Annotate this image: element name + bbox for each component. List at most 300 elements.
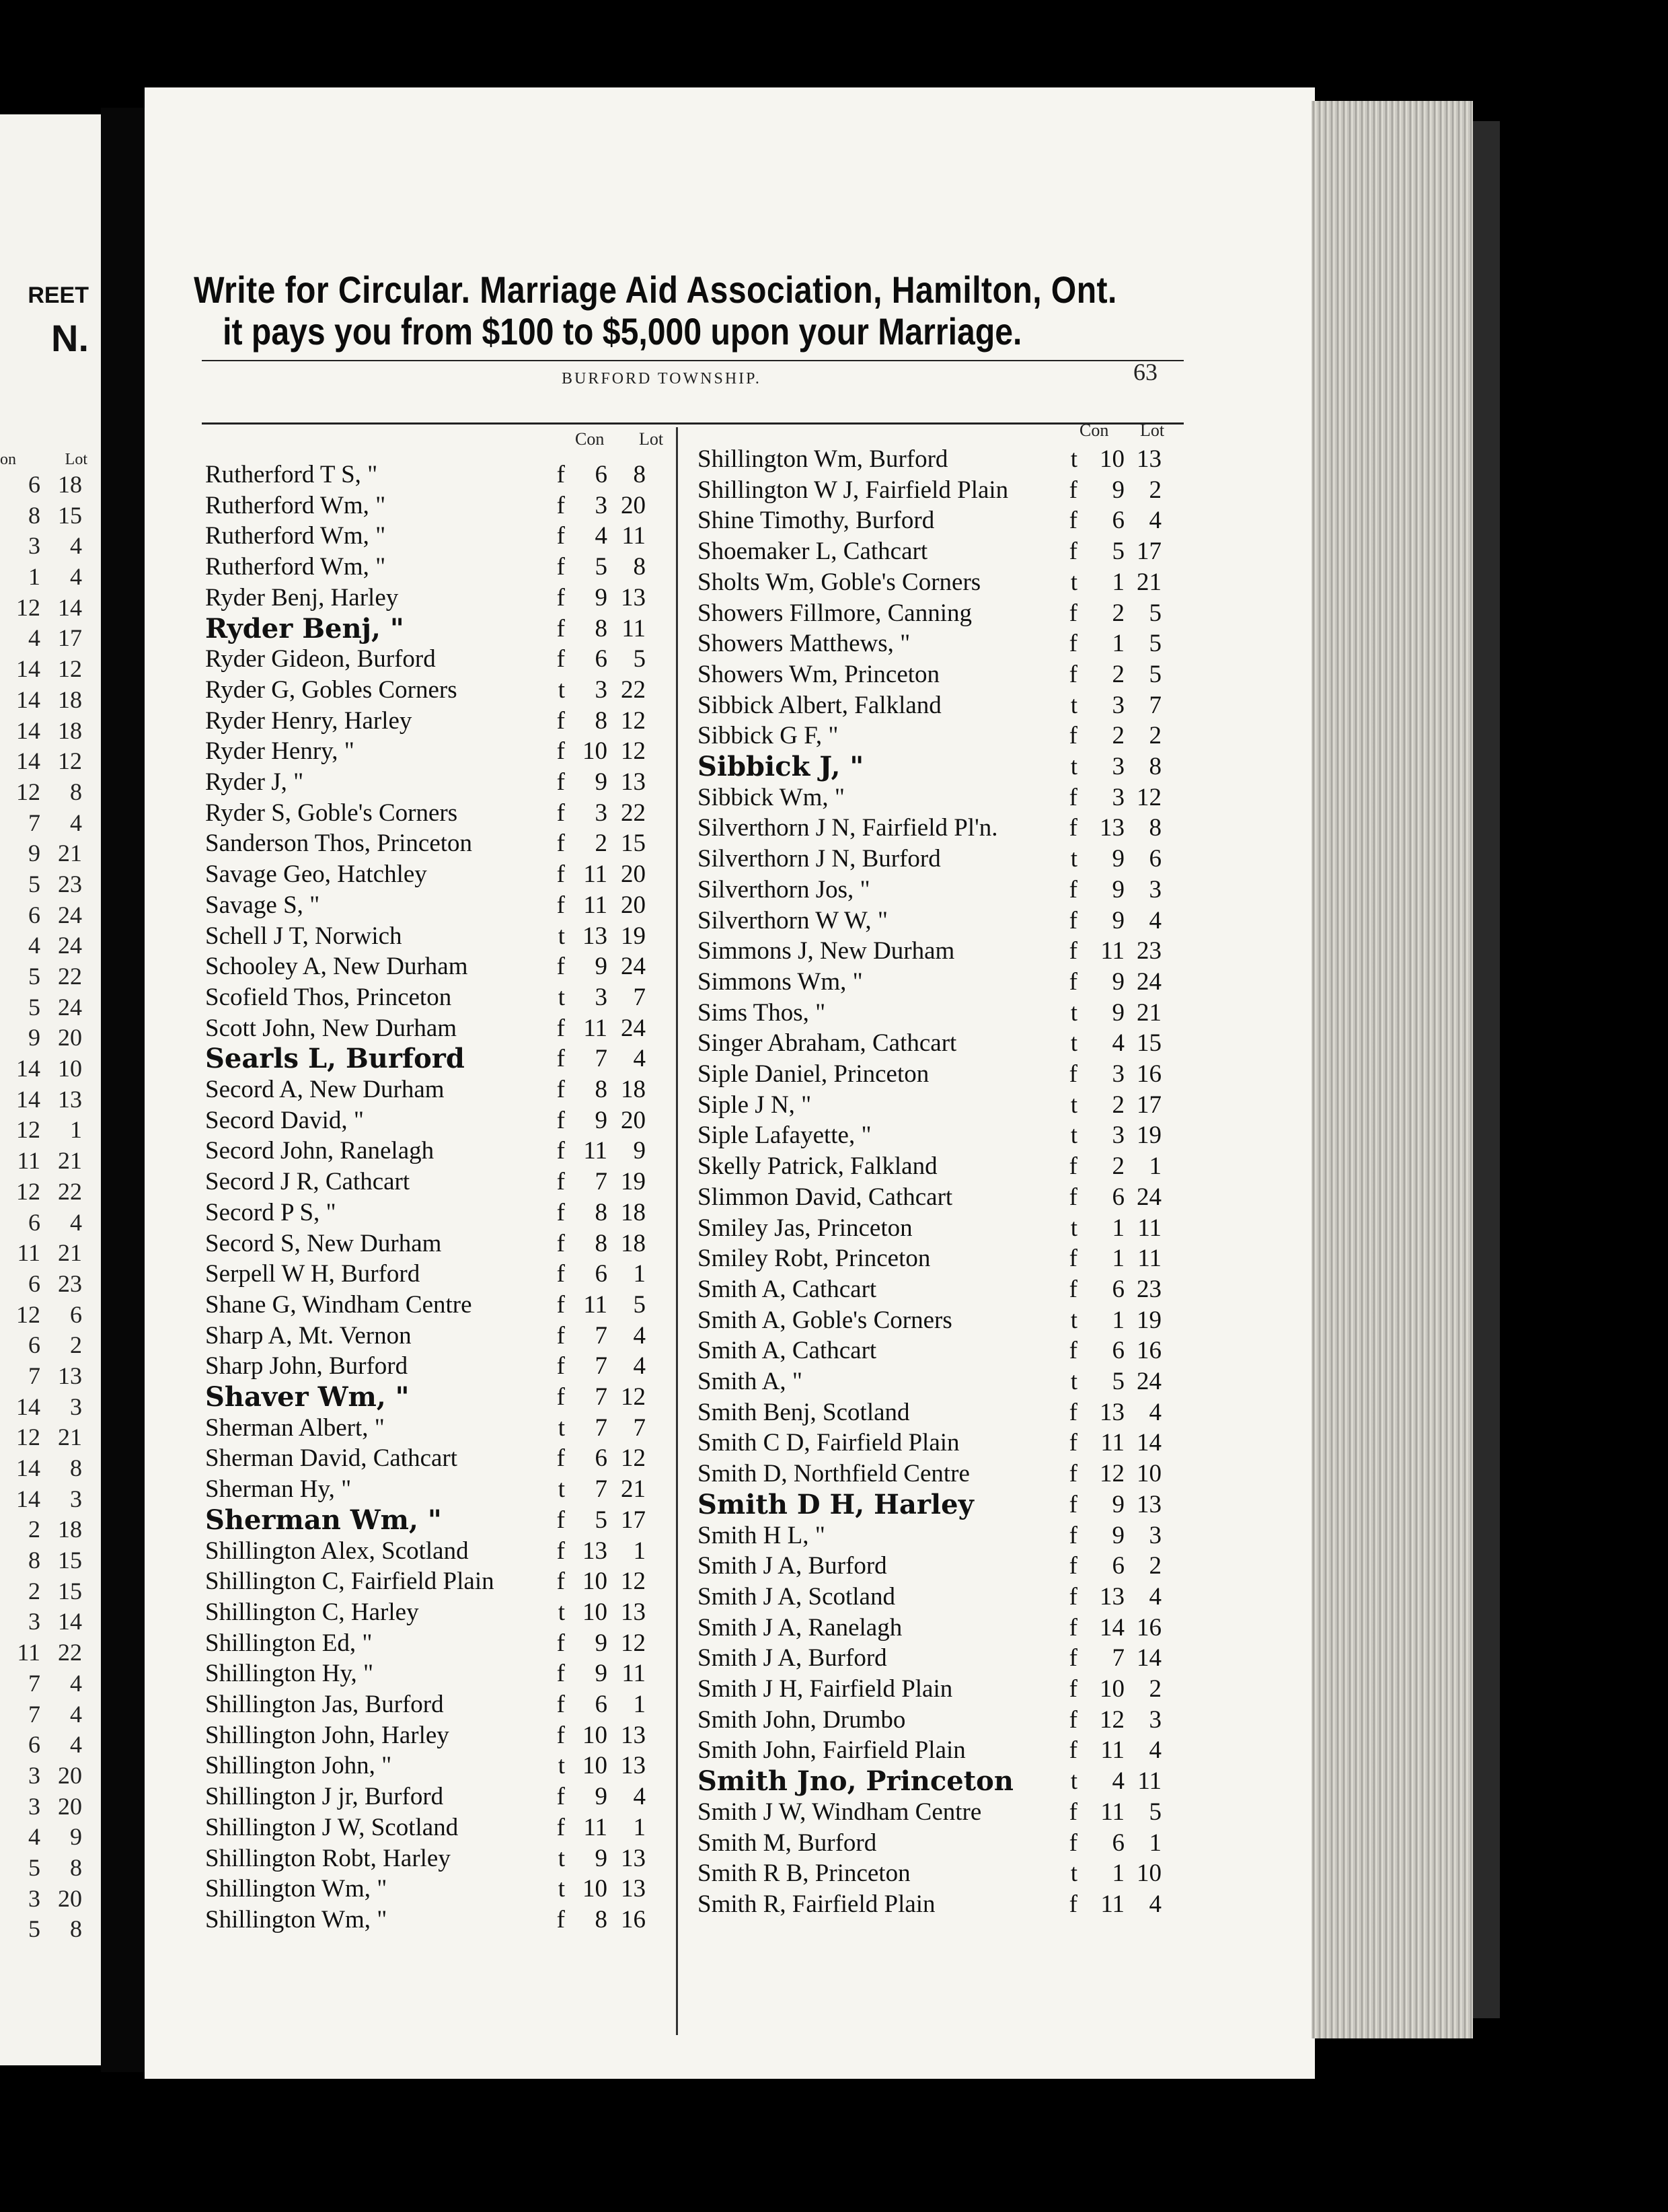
directory-entry bbox=[697, 813, 1182, 844]
directory-entry bbox=[205, 490, 669, 521]
facing-con: 4 bbox=[28, 932, 40, 959]
facing-con: 3 bbox=[28, 1761, 40, 1789]
facing-page-row bbox=[0, 1146, 94, 1177]
entry-con: 9 bbox=[1112, 998, 1125, 1027]
entry-name: Ryder G, Gobles Corners bbox=[205, 675, 457, 704]
entry-name: Shillington Hy, " bbox=[205, 1660, 374, 1688]
facing-page-row bbox=[0, 531, 94, 562]
left-col-header-lot: Lot bbox=[639, 429, 664, 449]
facing-page-row bbox=[0, 1423, 94, 1454]
entry-name: Secord J R, Cathcart bbox=[205, 1168, 410, 1196]
entry-name: Sherman David, Cathcart bbox=[205, 1444, 458, 1473]
facing-con: 6 bbox=[28, 1208, 40, 1236]
entry-lot: 11 bbox=[1137, 1214, 1162, 1242]
entry-tenure: f bbox=[556, 1198, 565, 1226]
directory-entry bbox=[697, 1059, 1182, 1090]
entry-lot: 20 bbox=[621, 891, 646, 919]
entry-name: Ryder J, " bbox=[205, 768, 304, 796]
entry-lot: 16 bbox=[1137, 1613, 1162, 1642]
facing-con: 14 bbox=[16, 1454, 40, 1481]
entry-lot: 4 bbox=[633, 1352, 646, 1380]
facing-lot: 24 bbox=[58, 901, 82, 928]
directory-entry bbox=[205, 1197, 669, 1228]
facing-lot: 4 bbox=[70, 1208, 82, 1236]
facing-con: 7 bbox=[28, 1362, 40, 1389]
facing-con: 12 bbox=[16, 1116, 40, 1144]
entry-con: 3 bbox=[1112, 1121, 1125, 1150]
facing-lot: 9 bbox=[70, 1823, 82, 1851]
entry-tenure: f bbox=[1069, 599, 1077, 627]
entry-name: Rutherford Wm, " bbox=[205, 522, 386, 550]
directory-entry bbox=[697, 1366, 1182, 1397]
entry-name: Smith R, Fairfield Plain bbox=[697, 1890, 936, 1918]
entry-con: 12 bbox=[1100, 1705, 1125, 1734]
entry-name: Showers Wm, Princeton bbox=[697, 660, 940, 688]
facing-lot: 21 bbox=[58, 1239, 82, 1267]
entry-con: 3 bbox=[595, 491, 607, 519]
entry-lot: 4 bbox=[633, 1045, 646, 1073]
facing-page-row bbox=[0, 1638, 94, 1669]
entry-lot: 4 bbox=[633, 1321, 646, 1350]
directory-entry bbox=[697, 567, 1182, 598]
entry-name: Simmons J, New Durham bbox=[697, 937, 955, 965]
facing-page-row bbox=[0, 1822, 94, 1853]
entry-name: Ryder Benj, Harley bbox=[205, 583, 399, 612]
entry-tenure: f bbox=[556, 1721, 565, 1749]
entry-tenure: f bbox=[556, 1568, 565, 1596]
entry-name: Rutherford Wm, " bbox=[205, 491, 386, 519]
directory-entry bbox=[205, 459, 669, 490]
facing-con: 4 bbox=[28, 624, 40, 652]
entry-name: Shillington Ed, " bbox=[205, 1629, 373, 1657]
directory-entry bbox=[697, 628, 1182, 659]
entry-name: Sibbick J, " bbox=[697, 751, 864, 782]
entry-lot: 13 bbox=[1137, 445, 1162, 473]
directory-entry bbox=[205, 1874, 669, 1905]
entry-tenure: f bbox=[1069, 967, 1077, 996]
entry-con: 9 bbox=[595, 1660, 607, 1688]
facing-lot: 1 bbox=[70, 1116, 82, 1144]
entry-lot: 22 bbox=[621, 799, 646, 827]
facing-page-row bbox=[0, 1208, 94, 1239]
directory-entry bbox=[205, 1597, 669, 1628]
directory-entry bbox=[205, 828, 669, 859]
facing-con: 7 bbox=[28, 1669, 40, 1697]
entry-lot: 23 bbox=[1137, 1275, 1162, 1303]
entry-tenure: f bbox=[1069, 783, 1077, 811]
advert-line-2: it pays you from $100 to $5,000 upon your Marriage. bbox=[223, 310, 1022, 353]
facing-page-row bbox=[0, 778, 94, 809]
entry-lot: 2 bbox=[1149, 1675, 1162, 1703]
facing-page-row bbox=[0, 1915, 94, 1946]
directory-entry bbox=[205, 1105, 669, 1136]
facing-con: 8 bbox=[28, 501, 40, 529]
entry-con: 6 bbox=[1112, 1275, 1125, 1303]
facing-page-row bbox=[0, 1300, 94, 1331]
directory-entry bbox=[697, 1489, 1182, 1520]
directory-entry bbox=[205, 1658, 669, 1689]
entry-name: Silverthorn W W, " bbox=[697, 906, 888, 934]
facing-lot: 18 bbox=[58, 471, 82, 498]
facing-page-header-1: REET bbox=[28, 283, 89, 308]
directory-entry bbox=[697, 998, 1182, 1029]
directory-entry bbox=[697, 1613, 1182, 1644]
facing-lot: 13 bbox=[58, 1362, 82, 1389]
directory-entry bbox=[205, 1167, 669, 1197]
directory-entry bbox=[205, 521, 669, 552]
entry-con: 3 bbox=[1112, 783, 1125, 811]
entry-con: 13 bbox=[1100, 1582, 1125, 1611]
entry-tenure: f bbox=[1069, 660, 1077, 688]
entry-name: Ryder S, Goble's Corners bbox=[205, 799, 458, 827]
facing-lot: 8 bbox=[70, 1853, 82, 1881]
entry-lot: 13 bbox=[621, 1844, 646, 1872]
entry-tenure: t bbox=[558, 922, 565, 950]
entry-lot: 9 bbox=[633, 1137, 646, 1165]
directory-entry bbox=[697, 1858, 1182, 1889]
directory-entry bbox=[205, 1013, 669, 1044]
entry-con: 2 bbox=[1112, 1091, 1125, 1119]
facing-con: 11 bbox=[17, 1639, 40, 1666]
entry-lot: 13 bbox=[621, 1598, 646, 1626]
directory-entry bbox=[697, 1674, 1182, 1705]
entry-lot: 13 bbox=[621, 1875, 646, 1903]
entry-tenure: f bbox=[1069, 630, 1077, 658]
entry-con: 1 bbox=[1112, 1306, 1125, 1334]
entry-lot: 2 bbox=[1149, 476, 1162, 504]
entry-lot: 5 bbox=[633, 645, 646, 673]
entry-con: 11 bbox=[583, 891, 607, 919]
entry-lot: 4 bbox=[1149, 1736, 1162, 1765]
directory-entry bbox=[205, 1843, 669, 1874]
directory-entry bbox=[697, 936, 1182, 967]
facing-lot: 8 bbox=[70, 778, 82, 805]
entry-tenure: f bbox=[556, 1106, 565, 1134]
entry-name: Slimmon David, Cathcart bbox=[697, 1183, 953, 1211]
facing-page-row bbox=[0, 1730, 94, 1761]
directory-entry bbox=[205, 1720, 669, 1751]
directory-entry bbox=[697, 1582, 1182, 1613]
directory-entry bbox=[205, 1382, 669, 1413]
entry-name: Sherman Hy, " bbox=[205, 1475, 352, 1504]
entry-lot: 3 bbox=[1149, 875, 1162, 904]
facing-lot: 20 bbox=[58, 1024, 82, 1052]
facing-page-row bbox=[0, 624, 94, 655]
entry-tenure: t bbox=[1070, 1091, 1077, 1119]
entry-tenure: f bbox=[556, 1444, 565, 1473]
directory-entry bbox=[205, 1043, 669, 1074]
directory-entry bbox=[697, 1120, 1182, 1151]
facing-lot: 21 bbox=[58, 1424, 82, 1451]
entry-lot: 7 bbox=[633, 983, 646, 1011]
facing-lot: 4 bbox=[70, 532, 82, 560]
facing-con: 12 bbox=[16, 1177, 40, 1205]
directory-entry bbox=[205, 736, 669, 767]
directory-entry bbox=[205, 1074, 669, 1105]
entry-con: 11 bbox=[1100, 1429, 1125, 1457]
facing-lot: 15 bbox=[58, 501, 82, 529]
entry-name: Shillington Alex, Scotland bbox=[205, 1537, 469, 1565]
entry-con: 6 bbox=[1112, 507, 1125, 535]
entry-tenure: f bbox=[556, 860, 565, 889]
entry-name: Ryder Henry, " bbox=[205, 737, 354, 766]
entry-con: 9 bbox=[595, 768, 607, 796]
entry-tenure: f bbox=[556, 614, 565, 642]
entry-tenure: f bbox=[1069, 1675, 1077, 1703]
entry-name: Skelly Patrick, Falkland bbox=[697, 1152, 938, 1181]
entry-name: Schooley A, New Durham bbox=[205, 953, 468, 981]
entry-name: Shillington John, " bbox=[205, 1752, 392, 1780]
directory-entry bbox=[697, 1459, 1182, 1489]
entry-tenure: t bbox=[558, 1413, 565, 1442]
entry-con: 11 bbox=[1100, 1890, 1125, 1918]
directory-entry bbox=[205, 951, 669, 982]
facing-page-row bbox=[0, 470, 94, 501]
entry-con: 3 bbox=[595, 799, 607, 827]
entry-lot: 24 bbox=[1137, 1183, 1162, 1211]
entry-name: Serpell W H, Burford bbox=[205, 1260, 420, 1288]
entry-lot: 16 bbox=[1137, 1337, 1162, 1365]
facing-lot: 18 bbox=[58, 686, 82, 713]
entry-con: 9 bbox=[595, 953, 607, 981]
facing-page-column-headers bbox=[0, 451, 94, 469]
entry-name: Sibbick Wm, " bbox=[697, 783, 845, 811]
entry-con: 7 bbox=[595, 1352, 607, 1380]
entry-lot: 18 bbox=[621, 1229, 646, 1257]
entry-con: 8 bbox=[595, 1076, 607, 1103]
entry-lot: 6 bbox=[1149, 845, 1162, 873]
entry-tenure: f bbox=[1069, 1552, 1077, 1580]
entry-lot: 2 bbox=[1149, 1552, 1162, 1580]
entry-name: Secord P S, " bbox=[205, 1198, 336, 1226]
entry-lot: 1 bbox=[1149, 1829, 1162, 1857]
entry-lot: 19 bbox=[1137, 1121, 1162, 1150]
entry-con: 5 bbox=[1112, 1368, 1125, 1395]
entry-lot: 3 bbox=[1149, 1521, 1162, 1549]
entry-con: 9 bbox=[595, 1629, 607, 1657]
facing-con: 3 bbox=[28, 1608, 40, 1635]
entry-tenure: t bbox=[1070, 1767, 1077, 1796]
entry-con: 11 bbox=[583, 860, 607, 889]
entry-tenure: t bbox=[1070, 753, 1077, 780]
directory-entry bbox=[697, 1766, 1182, 1797]
directory-entry bbox=[697, 751, 1182, 782]
entry-con: 3 bbox=[1112, 691, 1125, 719]
entry-con: 6 bbox=[1112, 1552, 1125, 1580]
facing-con: 1 bbox=[28, 563, 40, 591]
entry-tenure: f bbox=[556, 1290, 565, 1319]
entry-lot: 14 bbox=[1137, 1429, 1162, 1457]
entry-con: 5 bbox=[595, 553, 607, 581]
entry-tenure: t bbox=[558, 1475, 565, 1504]
entry-tenure: f bbox=[556, 706, 565, 735]
facing-page-row bbox=[0, 1761, 94, 1792]
facing-page-row bbox=[0, 1115, 94, 1146]
entry-lot: 4 bbox=[1149, 507, 1162, 535]
entry-lot: 8 bbox=[633, 553, 646, 581]
entry-lot: 10 bbox=[1137, 1460, 1162, 1488]
directory-entry bbox=[697, 690, 1182, 721]
facing-page-row bbox=[0, 716, 94, 747]
facing-con: 14 bbox=[16, 747, 40, 775]
entry-lot: 1 bbox=[1149, 1152, 1162, 1181]
entry-lot: 1 bbox=[633, 1260, 646, 1288]
entry-name: Rutherford T S, " bbox=[205, 461, 378, 488]
entry-name: Silverthorn J N, Fairfield Pl'n. bbox=[697, 814, 998, 842]
entry-con: 8 bbox=[595, 614, 607, 642]
entry-con: 4 bbox=[1112, 1767, 1125, 1796]
entry-con: 6 bbox=[595, 1260, 607, 1288]
entry-tenure: f bbox=[1069, 1490, 1077, 1518]
facing-con: 2 bbox=[28, 1577, 40, 1605]
entry-lot: 4 bbox=[633, 1783, 646, 1811]
entry-con: 8 bbox=[595, 1229, 607, 1257]
entry-con: 7 bbox=[595, 1413, 607, 1442]
facing-con: 14 bbox=[16, 1485, 40, 1512]
facing-page-row bbox=[0, 593, 94, 624]
entry-lot: 7 bbox=[633, 1413, 646, 1442]
facing-con: 12 bbox=[16, 778, 40, 805]
entry-lot: 5 bbox=[1149, 1798, 1162, 1826]
entry-con: 3 bbox=[595, 983, 607, 1011]
advert-line-1: Write for Circular. Marriage Aid Association, Hamilton, Ont. bbox=[194, 268, 1117, 311]
entry-name: Shillington John, Harley bbox=[205, 1721, 449, 1749]
entry-tenure: f bbox=[556, 583, 565, 612]
facing-lot: 4 bbox=[70, 1669, 82, 1697]
directory-entry bbox=[205, 1351, 669, 1382]
entry-name: Ryder Gideon, Burford bbox=[205, 645, 436, 673]
entry-tenure: t bbox=[1070, 1121, 1077, 1150]
entry-name: Smith H L, " bbox=[697, 1521, 825, 1549]
entry-name: Shillington Robt, Harley bbox=[205, 1844, 451, 1872]
entry-tenure: t bbox=[1070, 691, 1077, 719]
directory-entry bbox=[697, 1243, 1182, 1274]
facing-page-row bbox=[0, 993, 94, 1024]
entry-tenure: f bbox=[1069, 1183, 1077, 1211]
directory-entry bbox=[205, 1812, 669, 1843]
facing-con: 12 bbox=[16, 1300, 40, 1328]
directory-entry bbox=[205, 890, 669, 921]
entry-lot: 5 bbox=[1149, 630, 1162, 658]
entry-tenure: f bbox=[556, 1229, 565, 1257]
entry-name: Shillington W J, Fairfield Plain bbox=[697, 476, 1009, 504]
entry-tenure: f bbox=[556, 1691, 565, 1718]
facing-col-lot: Lot bbox=[65, 451, 87, 468]
entry-tenure: f bbox=[1069, 1429, 1077, 1457]
entry-con: 9 bbox=[1112, 967, 1125, 996]
directory-entry bbox=[697, 875, 1182, 906]
entry-con: 7 bbox=[595, 1168, 607, 1196]
entry-tenure: t bbox=[1070, 1859, 1077, 1888]
directory-entry bbox=[697, 1090, 1182, 1121]
entry-name: Smiley Robt, Princeton bbox=[697, 1245, 931, 1273]
directory-page bbox=[145, 87, 1315, 2079]
facing-lot: 18 bbox=[58, 716, 82, 744]
entry-tenure: f bbox=[1069, 1582, 1077, 1611]
entry-tenure: f bbox=[1069, 722, 1077, 750]
entry-lot: 11 bbox=[621, 614, 646, 642]
entry-tenure: t bbox=[1070, 1306, 1077, 1334]
facing-page-row bbox=[0, 1577, 94, 1608]
directory-entry bbox=[697, 475, 1182, 506]
entry-tenure: t bbox=[558, 675, 565, 704]
entry-tenure: t bbox=[558, 1598, 565, 1626]
facing-lot: 12 bbox=[58, 747, 82, 775]
entry-tenure: f bbox=[556, 1506, 565, 1534]
entry-name: Smith Benj, Scotland bbox=[697, 1398, 910, 1426]
entry-name: Siple J N, " bbox=[697, 1091, 812, 1119]
facing-lot: 24 bbox=[58, 932, 82, 959]
book-cover-edge bbox=[1473, 121, 1500, 2018]
directory-entry bbox=[697, 536, 1182, 567]
facing-con: 11 bbox=[17, 1147, 40, 1175]
entry-tenure: f bbox=[556, 768, 565, 796]
entry-lot: 13 bbox=[621, 583, 646, 612]
entry-lot: 11 bbox=[621, 522, 646, 550]
entry-con: 5 bbox=[1112, 538, 1125, 566]
facing-con: 4 bbox=[28, 1823, 40, 1851]
facing-page-row bbox=[0, 839, 94, 870]
entry-name: Smith R B, Princeton bbox=[697, 1859, 911, 1888]
facing-page-columns bbox=[0, 451, 94, 1946]
facing-lot: 15 bbox=[58, 1547, 82, 1574]
entry-con: 14 bbox=[1100, 1613, 1125, 1642]
entry-con: 2 bbox=[1112, 599, 1125, 627]
entry-con: 11 bbox=[583, 1290, 607, 1319]
entry-name: Schell J T, Norwich bbox=[205, 922, 402, 950]
facing-lot: 20 bbox=[58, 1792, 82, 1820]
facing-con: 6 bbox=[28, 901, 40, 928]
entry-lot: 20 bbox=[621, 860, 646, 889]
entry-tenure: t bbox=[1070, 845, 1077, 873]
facing-page-row bbox=[0, 1362, 94, 1393]
entry-lot: 21 bbox=[1137, 998, 1162, 1027]
facing-lot: 18 bbox=[58, 1516, 82, 1543]
entry-tenure: f bbox=[556, 1260, 565, 1288]
entry-lot: 24 bbox=[621, 953, 646, 981]
entry-con: 6 bbox=[1112, 1183, 1125, 1211]
facing-lot: 4 bbox=[70, 563, 82, 591]
entry-con: 4 bbox=[1112, 1029, 1125, 1058]
facing-lot: 14 bbox=[58, 593, 82, 621]
entry-lot: 11 bbox=[621, 1660, 646, 1688]
entry-con: 11 bbox=[1100, 937, 1125, 965]
entry-con: 11 bbox=[583, 1137, 607, 1165]
entry-name: Sharp A, Mt. Vernon bbox=[205, 1321, 412, 1350]
directory-entry bbox=[697, 967, 1182, 998]
directory-entry bbox=[697, 844, 1182, 875]
facing-page-row bbox=[0, 747, 94, 778]
entry-con: 6 bbox=[1112, 1829, 1125, 1857]
facing-page-row bbox=[0, 1177, 94, 1208]
entry-tenure: t bbox=[1070, 1214, 1077, 1242]
entry-con: 2 bbox=[1112, 722, 1125, 750]
entry-name: Smith C D, Fairfield Plain bbox=[697, 1429, 960, 1457]
entry-con: 5 bbox=[595, 1506, 607, 1534]
entry-lot: 19 bbox=[621, 922, 646, 950]
entry-tenure: f bbox=[556, 1045, 565, 1073]
directory-entry bbox=[205, 1259, 669, 1290]
entry-name: Ryder Benj, " bbox=[205, 612, 404, 644]
directory-entry bbox=[697, 1551, 1182, 1582]
facing-lot: 22 bbox=[58, 1177, 82, 1205]
directory-entry bbox=[205, 706, 669, 737]
section-rule bbox=[202, 422, 1184, 425]
facing-page-row bbox=[0, 1546, 94, 1577]
facing-page-row bbox=[0, 901, 94, 932]
entry-con: 9 bbox=[1112, 476, 1125, 504]
facing-page-row bbox=[0, 1607, 94, 1638]
